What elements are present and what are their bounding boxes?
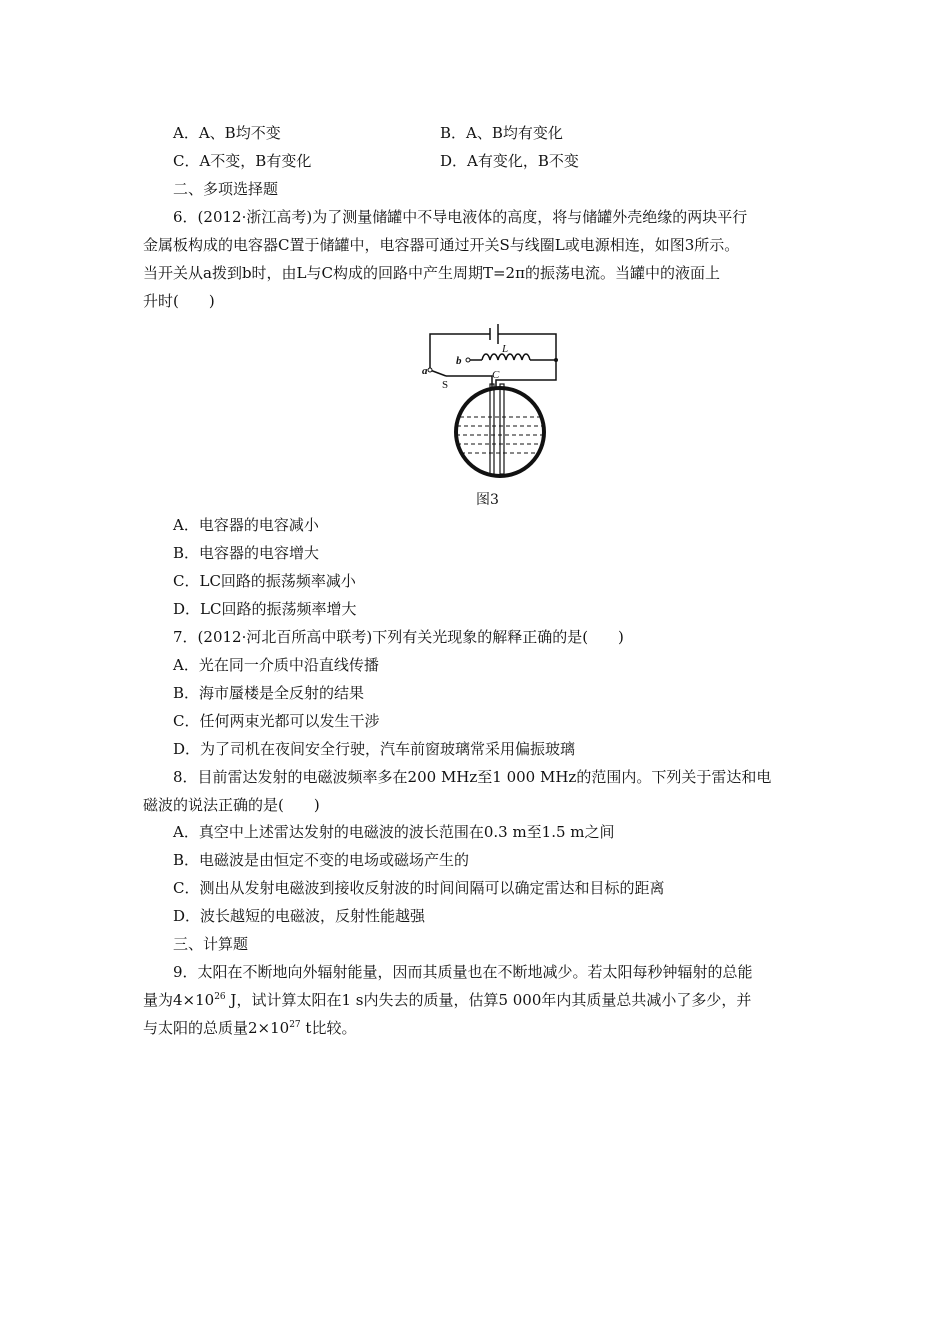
q5-option-a: A．A、B均不变 xyxy=(173,124,281,142)
q6-stem-line-3: 当开关从a拨到b时，由L与C构成的回路中产生周期T=2π的振荡电流。当罐中的液面上 xyxy=(143,264,720,282)
label-L: L xyxy=(502,343,509,355)
junction-dot xyxy=(554,358,558,362)
q6-stem-line-4: 升时( ) xyxy=(143,292,215,310)
q9-stem-line-1: 9．太阳在不断地向外辐射能量，因而其质量也在不断地减少。若太阳每秒钟辐射的总能 xyxy=(173,963,753,981)
section-heading-multiple-choice: 二、多项选择题 xyxy=(173,180,279,198)
figure-3-circuit-diagram xyxy=(420,322,580,482)
q6-option-b: B．电容器的电容增大 xyxy=(173,544,320,562)
q9-line3-post: t比较。 xyxy=(300,1019,357,1037)
q8-option-a: A．真空中上述雷达发射的电磁波的波长范围在0.3 m至1.5 m之间 xyxy=(173,823,615,841)
section-heading-calculation: 三、计算题 xyxy=(173,935,249,953)
q7-option-a: A．光在同一介质中沿直线传播 xyxy=(173,656,379,674)
q6-option-c: C．LC回路的振荡频率减小 xyxy=(173,572,356,590)
q5-option-c: C．A不变，B有变化 xyxy=(173,152,312,170)
q6-stem-line-1: 6．(2012·浙江高考)为了测量储罐中不导电液体的高度，将与储罐外壳绝缘的两块平行 xyxy=(173,208,748,226)
q7-option-d: D．为了司机在夜间安全行驶，汽车前窗玻璃常采用偏振玻璃 xyxy=(173,740,576,758)
q9-stem-line-2 xyxy=(143,990,751,1010)
q7-option-c: C．任何两束光都可以发生干涉 xyxy=(173,712,380,730)
q9-exponent-27: 27 xyxy=(289,1020,301,1030)
q9-line2-post: J，试计算太阳在1 s内失去的质量，估算5 000年内其质量总共减小了多少，并 xyxy=(225,991,752,1009)
q7-option-b: B．海市蜃楼是全反射的结果 xyxy=(173,684,365,702)
switch-wire xyxy=(446,376,492,388)
figure-3-caption: 图3 xyxy=(476,492,499,508)
q6-option-a: A．电容器的电容减小 xyxy=(173,516,319,534)
q8-stem-line-1: 8．目前雷达发射的电磁波频率多在200 MHz至1 000 MHz的范围内。下列关于雷达和电 xyxy=(173,768,772,786)
q8-option-d: D．波长越短的电磁波，反射性能越强 xyxy=(173,907,426,925)
q9-stem-line-3 xyxy=(143,1018,356,1038)
capacitor-plate-right xyxy=(500,384,504,474)
q9-exponent-26: 26 xyxy=(214,992,226,1002)
label-b: b xyxy=(456,355,462,367)
q5-option-d: D．A有变化，B不变 xyxy=(440,152,579,170)
label-a: a xyxy=(422,365,428,377)
q6-stem-line-2: 金属板构成的电容器C置于储罐中，电容器可通过开关S与线圈L或电源相连，如图3所示。 xyxy=(143,236,740,254)
terminal-a xyxy=(428,368,432,372)
q9-line2-pre: 量为4×10 xyxy=(143,991,215,1009)
q6-option-d: D．LC回路的振荡频率增大 xyxy=(173,600,357,618)
q8-option-c: C．测出从发射电磁波到接收反射波的时间间隔可以确定雷达和目标的距离 xyxy=(173,879,665,897)
inductor-wire-right xyxy=(496,360,556,388)
label-C: C xyxy=(492,369,500,381)
q8-stem-line-2: 磁波的说法正确的是( ) xyxy=(143,796,320,814)
q5-option-b: B．A、B均有变化 xyxy=(440,124,563,142)
q9-line3-pre: 与太阳的总质量2×10 xyxy=(143,1019,290,1037)
switch-blade xyxy=(430,370,446,376)
label-S: S xyxy=(442,379,449,391)
capacitor-plate-left xyxy=(490,384,494,474)
q7-stem: 7．(2012·河北百所高中联考)下列有关光现象的解释正确的是( ) xyxy=(173,628,624,646)
terminal-b xyxy=(466,358,470,362)
q8-option-b: B．电磁波是由恒定不变的电场或磁场产生的 xyxy=(173,851,470,869)
